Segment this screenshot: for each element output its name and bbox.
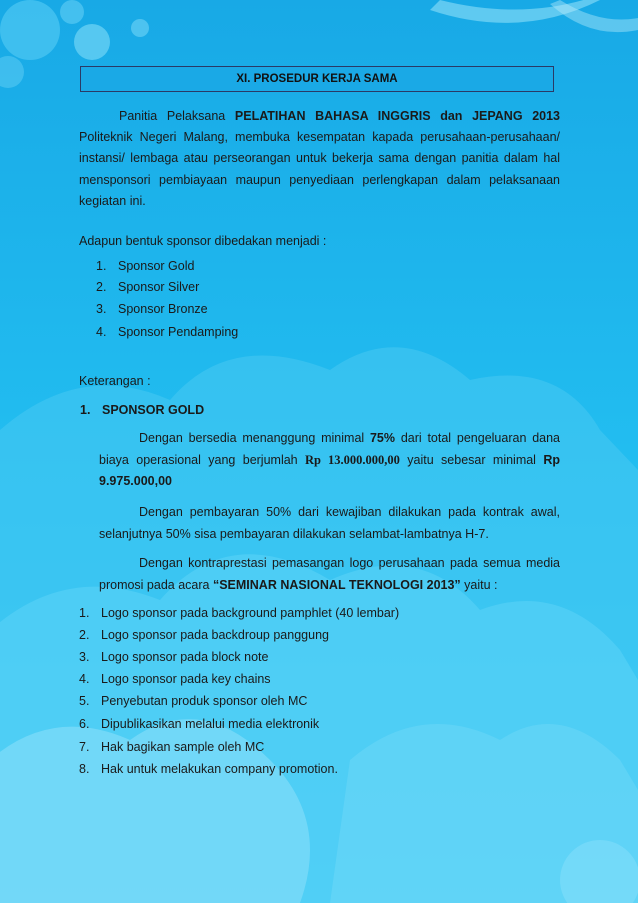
list-item: 5. Penyebutan produk sponsor oleh MC <box>79 694 308 708</box>
list-item: 7. Hak bagikan sample oleh MC <box>79 740 265 754</box>
list-item: 3. Sponsor Bronze <box>96 302 208 316</box>
list-item: 4. Sponsor Pendamping <box>96 325 239 339</box>
minimum-amount: Rp 9.975.000,00 <box>99 452 561 488</box>
list-item: 3. Logo sponsor pada block note <box>79 650 269 664</box>
list-item: 4. Logo sponsor pada key chains <box>79 672 271 686</box>
sponsor-types-intro: Adapun bentuk sponsor dibedakan menjadi : <box>79 234 327 248</box>
event-name: PELATIHAN BAHASA INGGRIS dan JEPANG 2013 <box>234 109 561 123</box>
list-item: 2. Logo sponsor pada backdroup panggung <box>79 628 329 642</box>
list-item: 8. Hak untuk melakukan company promotion. <box>79 762 338 776</box>
keterangan-label: Keterangan : <box>79 374 151 388</box>
gold-paragraph-1: Dengan bersedia menanggung minimal 75% dari total pengeluaran dana biaya operasional yang berjumlah Rp 13.000.000,00 yaitu sebesar minimal Rp 9.975.000,00 <box>99 431 561 488</box>
section-title-text: XI. PROSEDUR KERJA SAMA <box>236 73 398 85</box>
gold-paragraph-2: Dengan pembayaran 50% dari kewajiban dilakukan pada kontrak awal, selanjutnya 50% sisa pembayaran dilakukan selambat-lambatnya H-7. <box>99 505 560 541</box>
list-item: 2. Sponsor Silver <box>96 280 200 294</box>
list-item: 1. Sponsor Gold <box>96 259 195 273</box>
gold-paragraph-3: Dengan kontraprestasi pemasangan logo perusahaan pada semua media promosi pada acara “SEMINAR NASIONAL TEKNOLOGI 2013” yaitu : <box>99 556 560 592</box>
list-item: 1. Logo sponsor pada background pamphlet (40 lembar) <box>79 606 400 620</box>
section-title <box>80 66 554 92</box>
seminar-name: “SEMINAR NASIONAL TEKNOLOGI 2013” <box>212 577 461 592</box>
gold-heading: 1. SPONSOR GOLD <box>80 403 205 417</box>
list-item: 6. Dipublikasikan melalui media elektronik <box>79 717 320 731</box>
percentage-value: 75% <box>369 431 396 445</box>
total-budget: Rp 13.000.000,00 <box>305 452 400 467</box>
intro-paragraph: Panitia Pelaksana PELATIHAN BAHASA INGGRIS dan JEPANG 2013 Politeknik Negeri Malang, membuka kesempatan kapada perusahaan-perusahaan/ instansi/ lembaga atau perseorangan untuk bekerja sama dengan panitia dalam hal mensponsori pembiayaan maupun penyediaan perlengkapan dalam pelaksanaan kegiatan ini. <box>79 109 561 208</box>
